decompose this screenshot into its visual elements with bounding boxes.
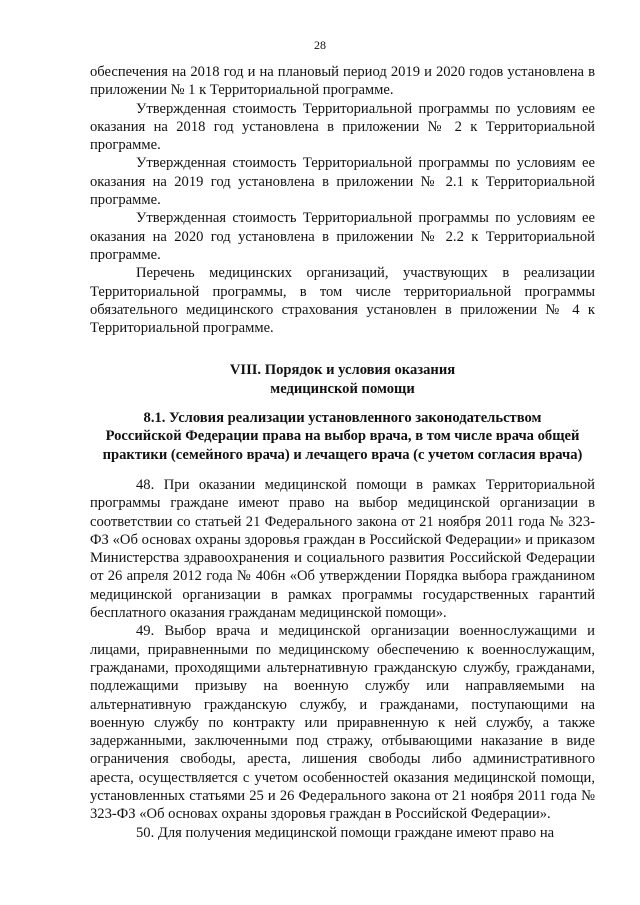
paragraph-49: 49. Выбор врача и медицинской организации военнослужащими и лицами, приравненными по медицинскому обеспечению к военнослужащим, гражданами, проходящими альтернативную гражданскую службу, гражданами, подлежащими призыву на военную службу или направляемыми на альтернативную гражданскую службу, и гражданами, поступающими на военную службу по контракту или приравненную к ней службу, а также задержанными, заключенными под стражу, отбывающими наказание в виде ограничения свободы, ареста, лишения свободы либо административного ареста, осуществляется с учетом особенностей оказания медицинской помощи, установленных статьями 25 и 26 Федерального закона от 21 ноября 2011 года № 323-ФЗ «Об основах охраны здоровья граждан в Российской Федерации». [90, 623, 595, 823]
paragraph-50: 50. Для получения медицинской помощи граждане имеют право на [136, 824, 555, 841]
paragraph-continuation: обеспечения на 2018 год и на плановый период 2019 и 2020 годов установлена в приложении № 1 к Территориальной программе. [90, 64, 595, 99]
spacer [90, 337, 595, 349]
subsection-heading-line-1: 8.1. Условия реализации установленного законодательством [143, 410, 542, 427]
document-body [90, 63, 595, 842]
spacer [90, 464, 595, 476]
section-heading [90, 361, 595, 398]
section-heading-line-2: медицинской помощи [270, 380, 415, 397]
paragraph-48: 48. При оказании медицинской помощи в рамках Территориальной программы граждане имеют право на выбор медицинской организации в соответствии со статьей 21 Федерального закона от 21 ноября 2011 года № 323-ФЗ «Об основах охраны здоровья граждан в Российской Федерации» и приказом Министерства здравоохранения и социального развития Российской Федерации от 26 апреля 2012 года № 406н «Об утверждении Порядка выбора гражданином медицинской организации в рамках программы государственных гарантий бесплатного оказания гражданам медицинской помощи». [90, 476, 595, 622]
subsection-heading-line-2: Российской Федерации права на выбор врача, в том числе врача общей [105, 428, 580, 445]
paragraph-organizations-list: Перечень медицинских организаций, участвующих в реализации Территориальной программы, в том числе территориальной программы обязательного медицинского страхования установлен в приложении № 4 к Территориальной программе. [90, 265, 595, 337]
paragraph-cost-2018: Утвержденная стоимость Территориальной программы по условиям ее оказания на 2018 год установлена в приложении № 2 к Территориальной программе. [90, 100, 595, 154]
page-number: 28 [314, 38, 326, 52]
subsection-heading-line-3: практики (семейного врача) и лечащего врача (с учетом согласия врача) [102, 446, 583, 463]
paragraph-cost-2020: Утвержденная стоимость Территориальной программы по условиям ее оказания на 2020 год установлена в приложении № 2.2 к Территориальной программе. [90, 210, 595, 263]
subsection-heading [90, 409, 595, 464]
section-heading-line-1: VIII. Порядок и условия оказания [229, 362, 456, 379]
paragraph-cost-2019: Утвержденная стоимость Территориальной программы по условиям ее оказания на 2019 год установлена в приложении № 2.1 к Территориальной программе. [90, 155, 595, 209]
